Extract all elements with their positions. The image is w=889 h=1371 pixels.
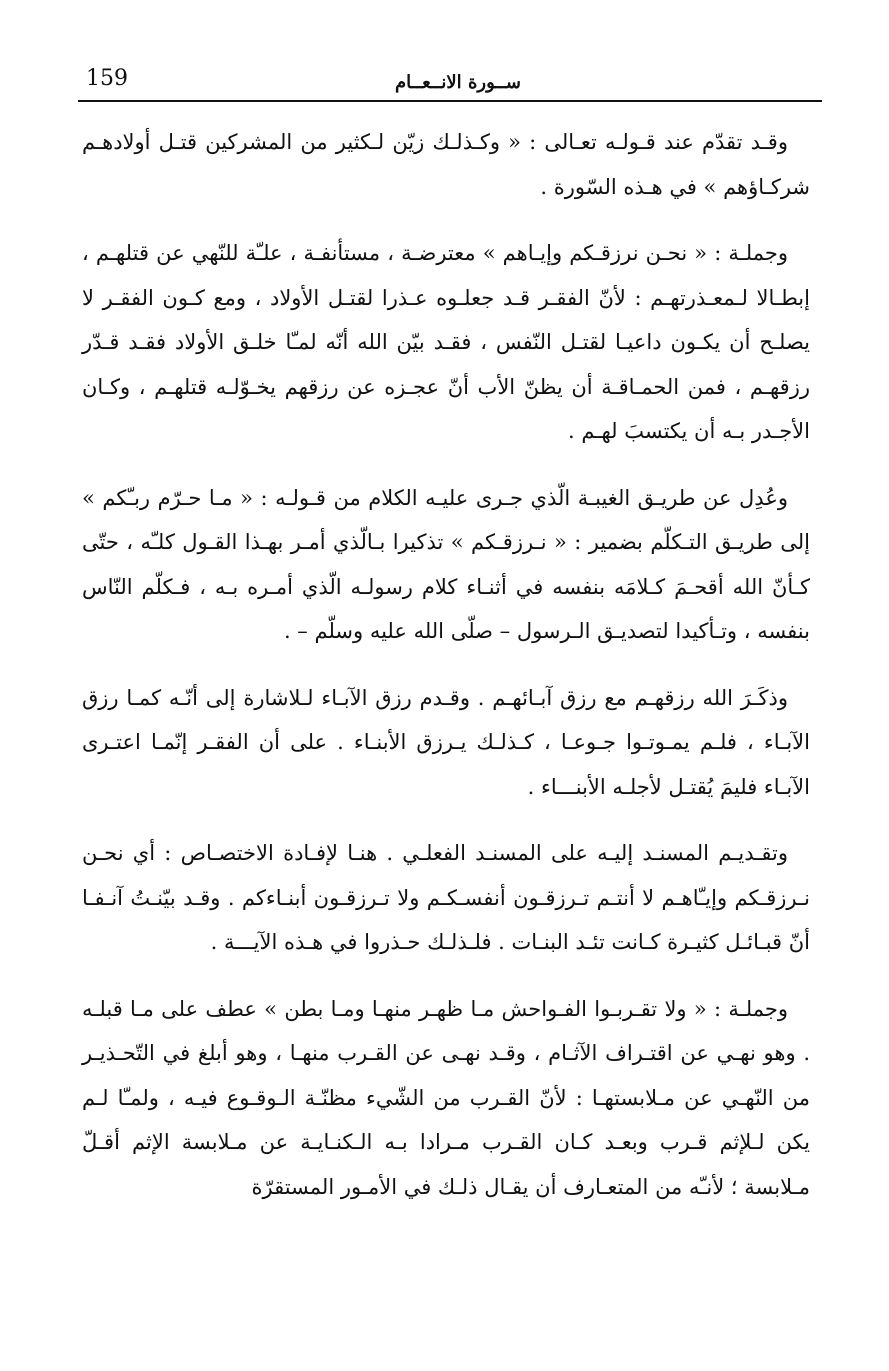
paragraph-1: وقـد تقدّم عند قـولـه تعـالى : « وكـذلـك زيّن لـكثير من المشركين قتـل أولادهـم شركـاؤهم » في هـذه السّورة . xyxy=(82,130,810,199)
paragraph-2: وجملـة : « نحـن نرزقـكم وإيـاهم » معترضـة ، مستأنفـة ، علـّة للنّهي عن قتلهـم ، إبطـالا لـمعـذرتهـم : لأنّ الفقـر قـد جعلـوه عـذرا لقتـل الأولاد ، ومع كـون الفقـر لا يصلـح أن يكـون داعيـا لقتـل النّفس ، فقـد بيّن الله أنّه لمـّا خلـق الأولاد فقـد قـدّر رزقهـم ، فمن الحمـاقـة أن يظنّ الأب أنّ عجـزه عن رزقهم يخـوّلـه قتلهـم ، وكـان الأجـدر بـه أن يكتسبَ لهـم . xyxy=(82,241,810,443)
body-text xyxy=(82,120,810,1209)
paragraph-4: وذكَـرَ الله رزقهـم مع رزق آبـائهـم . وقـدم رزق الآبـاء لـلاشارة إلى أنّـه كمـا رزق الآبـاء ، فلـم يمـوتـوا جـوعـا ، كـذلـك يـرزق الأبنـاء . على أن الفقـر إنّمـا اعتـرى الآبـاء فليمَ يُقتـل لأجلـه الأبنـــاء . xyxy=(82,685,810,799)
page-number: 159 xyxy=(86,66,128,91)
page-header xyxy=(78,62,822,102)
running-title: ســورة الانــعــام xyxy=(395,72,521,93)
paragraph-5: وتقـديـم المسنـد إليـه على المسنـد الفعلـي . هنـا لإفـادة الاختصـاص : أي نحـن نـرزقـكم وإيـّاهـم لا أنتـم تـرزقـون أنفسـكـم ولا تـرزقـون أبنـاءكم . وقـد بيّنـتُ آنـفـا أنّ قبـائـل كثيـرة كـانت تئـد البنـات . فلـذلـك حـذروا في هـذه الآيـــة . xyxy=(82,841,810,954)
header-rule xyxy=(78,100,822,102)
paragraph-6: وجملـة : « ولا تقـربـوا الفـواحش مـا ظهـر منهـا ومـا بطن » عطف على مـا قبلـه . وهو نهـي عن اقتـراف الآثـام ، وقـد نهـى عن القـرب منهـا ، وهو أبلغ في التّحـذيـر من النّهـي عن مـلابستهـا : لأنّ القـرب من الشّيء مظنّـة الـوقـوع فيـه ، ولمـّا لـم يكن لـلإثم قـرب وبعـد كـان القـرب مـرادا بـه الـكنـايـة عن مـلابسة الإثم أقـلّ مـلابسة ؛ لأنـّه من المتعـارف أن يقـال ذلـك في الأمـور المستقرّة xyxy=(82,996,810,1199)
paragraph-3: وعُدِل عن طريـق الغيبـة الّذي جـرى عليـه الكلام من قـولـه : « مـا حـرّم ربـّكم » إلى طريـق التـكلّم بضمير : « نـرزقـكم » تذكيرا بـالّذي أمـر بهـذا القـول كلـّه ، حتّى كـأنّ الله أقحـمَ كـلامَه بنفسه في أثنـاء كلام رسولـه الّذي أمـره بـه ، فـكلّم النّاس بنفسه ، وتـأكيدا لتصديـق الـرسول – صلّى الله عليه وسلّم – . xyxy=(82,485,810,643)
